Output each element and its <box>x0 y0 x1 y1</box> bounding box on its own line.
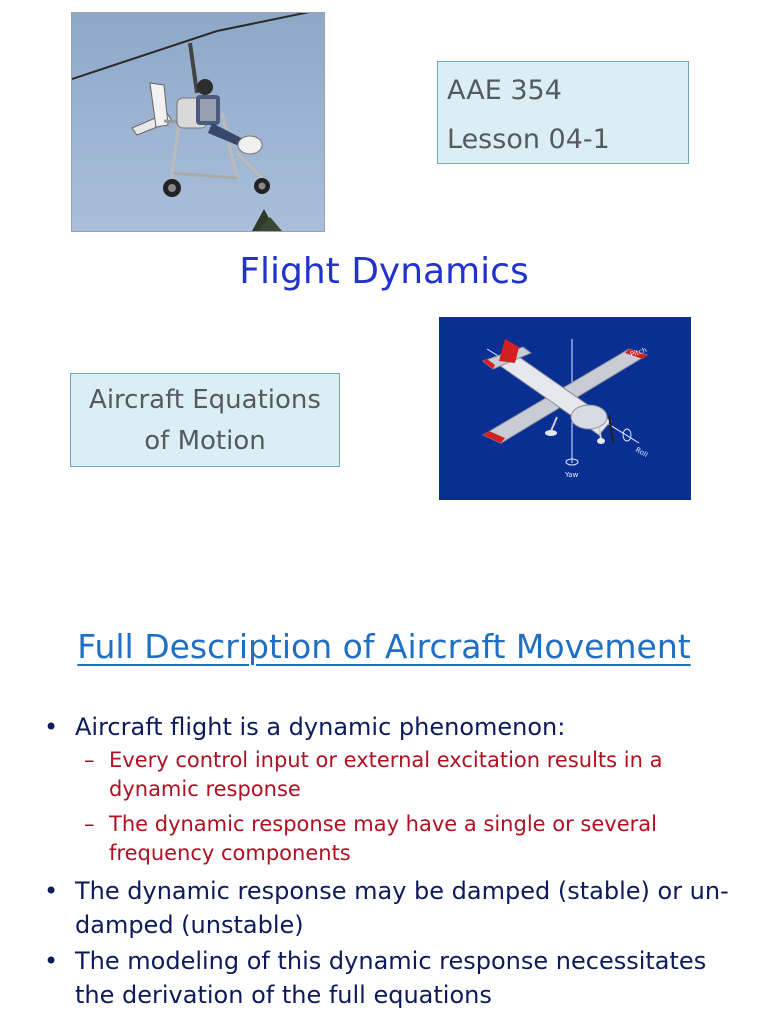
roll-axis-label: Roll <box>634 445 650 460</box>
bullet-text: The dynamic response may be damped (stable) or un-damped (unstable) <box>75 877 729 939</box>
bullet-item <box>44 874 744 942</box>
yaw-axis-label: Yaw <box>565 471 579 479</box>
bullet-glyph: • <box>44 877 59 905</box>
aircraft-axes-image <box>439 317 691 500</box>
lesson-number: Lesson 04-1 <box>447 124 610 155</box>
sub-bullet-item <box>44 746 744 804</box>
bullet-item <box>44 710 744 744</box>
bullet-glyph: • <box>44 947 59 975</box>
bullet-text: The modeling of this dynamic response necessitates the derivation of the full equations <box>75 947 707 1009</box>
pitch-axis-label: Pitch <box>629 346 648 359</box>
gyrocopter-photo <box>71 12 325 232</box>
sub-bullet-glyph: – <box>84 812 95 836</box>
slide-title: Flight Dynamics <box>239 251 529 292</box>
bullet-glyph: • <box>44 713 59 741</box>
subtitle-text: Aircraft Equations of Motion <box>89 385 321 456</box>
sub-bullet-glyph: – <box>84 748 95 772</box>
course-code: AAE 354 <box>447 75 562 106</box>
subtitle-box <box>70 373 340 467</box>
course-info-box <box>437 61 689 164</box>
bullet-list <box>44 710 744 1014</box>
sub-bullet-text: The dynamic response may have a single or several frequency components <box>109 812 657 865</box>
sub-bullet-item <box>44 810 744 868</box>
bullet-item <box>44 944 744 1012</box>
bullet-text: Aircraft flight is a dynamic phenomenon: <box>75 713 566 741</box>
sub-bullet-text: Every control input or external excitation results in a dynamic response <box>109 748 663 801</box>
section-heading: Full Description of Aircraft Movement <box>77 627 691 666</box>
